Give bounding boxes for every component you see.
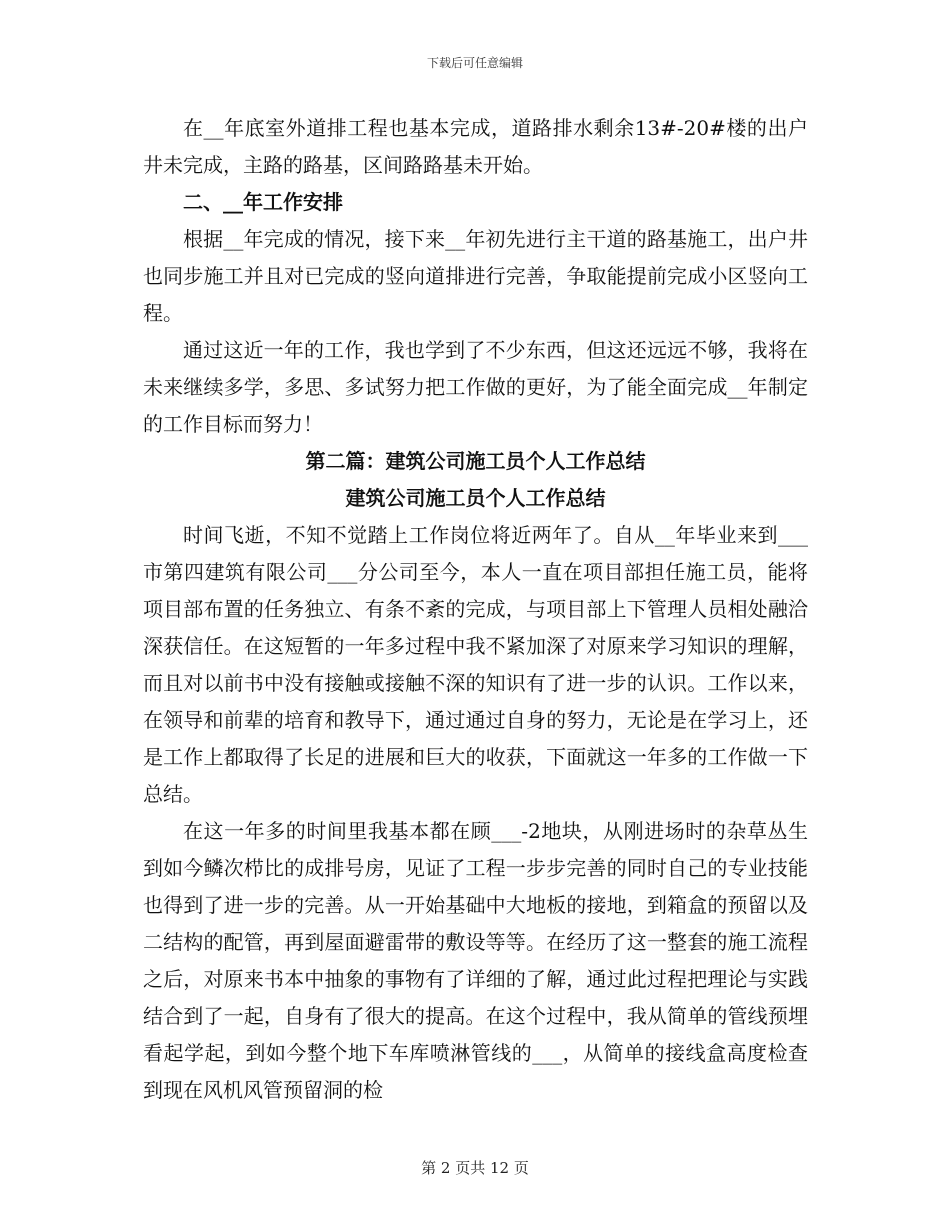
paragraph-5: 在这一年多的时间里我基本都在顾___-2地块，从刚进场时的杂草丛生到如今鳞次栉比的成排号房，见证了工程一步步完善的同时自己的专业技能也得到了进一步的完善。从一开始基础中大地板的接地，到箱盒的预留以及二结构的配管，再到屋面避雷带的敷设等等。在经历了这一整套的施工流程之后，对原来书本中抽象的事物有了详细的了解，通过此过程把理论与实践结合到了一起，自身有了很大的提高。在这个过程中，我从简单的管线预埋看起学起，到如今整个地下车库喷淋管线的___，从简单的接线盒高度检查到现在风机风管预留洞的检 <box>143 819 808 1102</box>
document-body <box>143 110 808 1109</box>
page-footer: 第 2 页共 12 页 <box>421 1159 529 1177</box>
page-header: 下载后可任意编辑 <box>426 56 523 70</box>
paragraph-1: 在__年底室外道排工程也基本完成，道路排水剩余13#-20#楼的出户井未完成，主路的路基，区间路路基未开始。 <box>143 116 808 177</box>
paragraph-3: 通过这近一年的工作，我也学到了不少东西，但这还远远不够，我将在未来继续多学，多思、多试努力把工作做的更好，为了能全面完成__年制定的工作目标而努力！ <box>143 338 808 436</box>
section-heading: 二、__年工作安排 <box>183 190 343 214</box>
article-subtitle: 建筑公司施工员个人工作总结 <box>345 486 606 510</box>
paragraph-2: 根据__年完成的情况，接下来__年初先进行主干道的路基施工，出户井也同步施工并且对已完成的竖向道排进行完善，争取能提前完成小区竖向工程。 <box>143 227 808 325</box>
article-title: 第二篇：建筑公司施工员个人工作总结 <box>305 449 646 473</box>
paragraph-4: 时间飞逝，不知不觉踏上工作岗位将近两年了。自从__年毕业来到___市第四建筑有限公司___分公司至今，本人一直在项目部担任施工员，能将项目部布置的任务独立、有条不紊的完成，与项目部上下管理人员相处融洽深获信任。在这短暂的一年多过程中我不紧加深了对原来学习知识的理解，而且对以前书中没有接触或接触不深的知识有了进一步的认识。工作以来，在领导和前辈的培育和教导下，通过通过自身的努力，无论是在学习上，还是工作上都取得了长足的进展和巨大的收获，下面就这一年多的工作做一下总结。 <box>143 523 808 806</box>
